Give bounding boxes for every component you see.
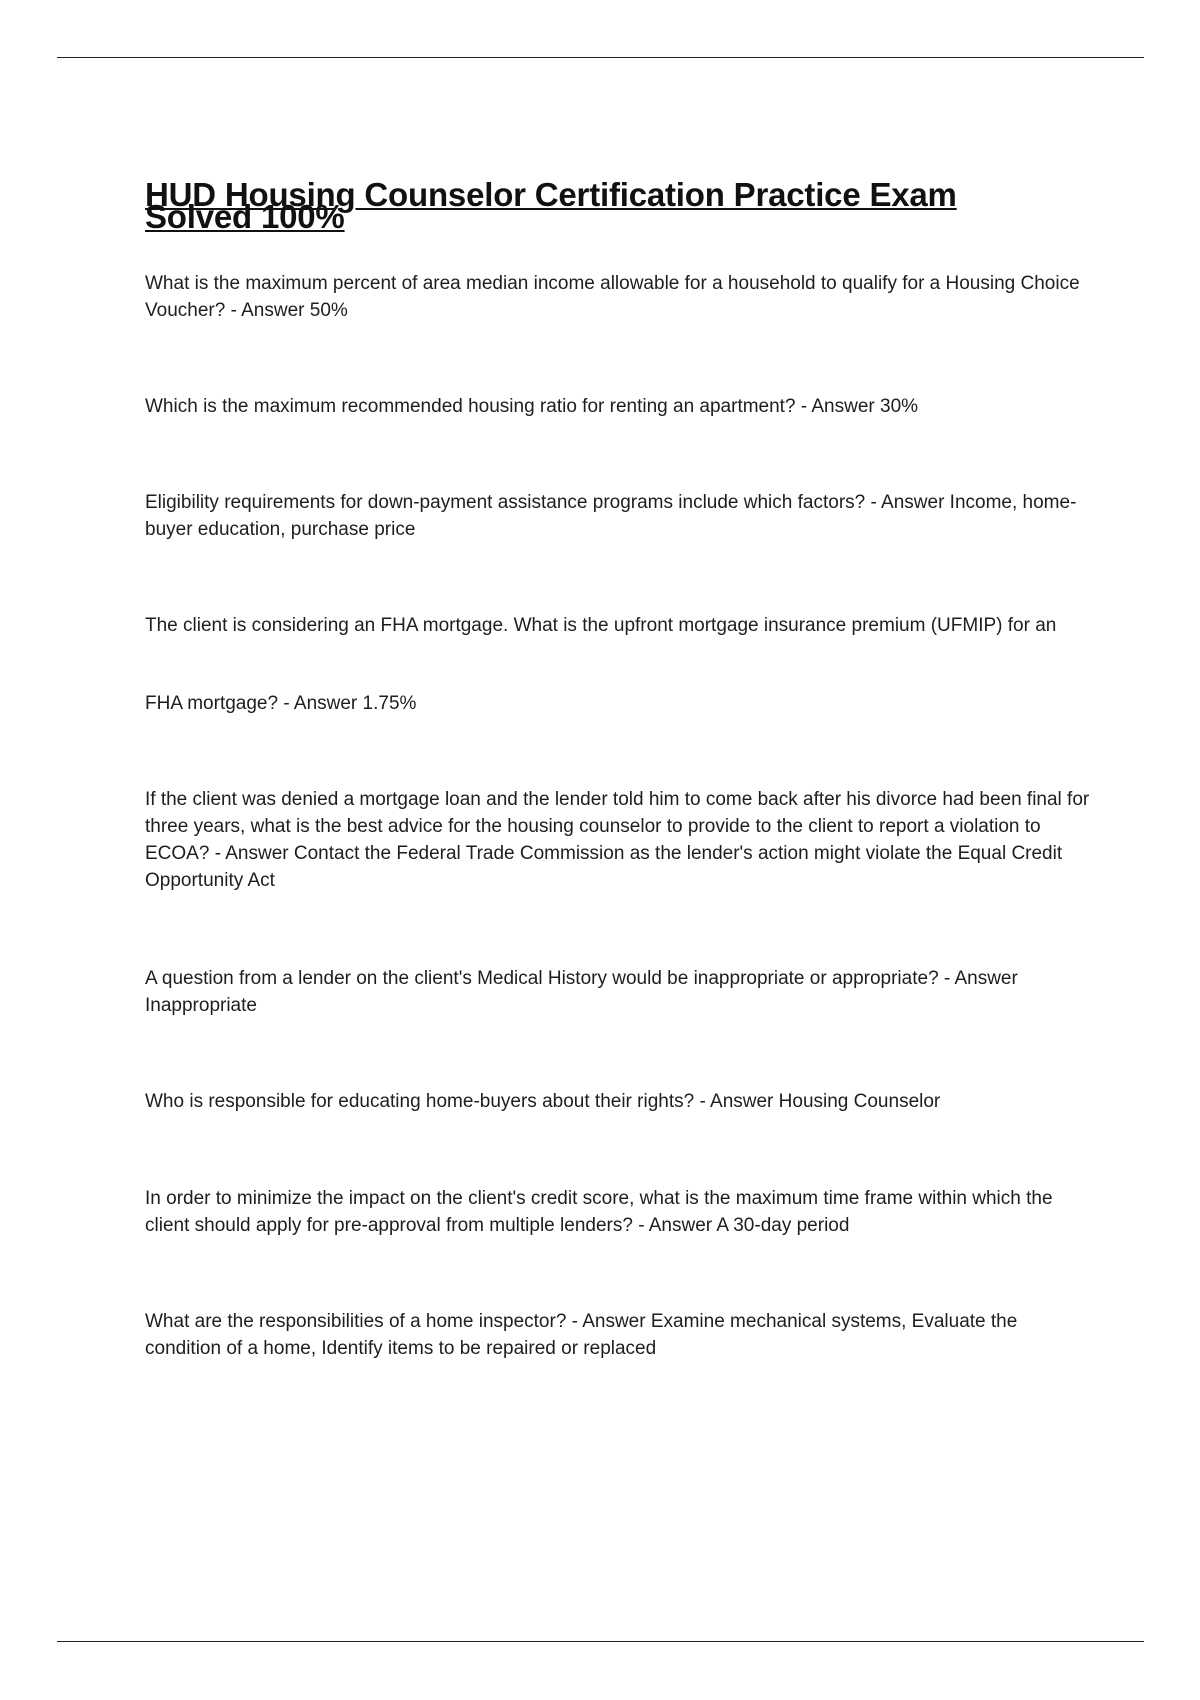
- qa-item: What is the maximum percent of area median income allowable for a household to qualify for a Housing Choice Voucher? - Answer 50%: [145, 273, 1080, 321]
- qa-item: Who is responsible for educating home-buyers about their rights? - Answer Housing Counselor: [145, 1091, 941, 1112]
- qa-item: A question from a lender on the client's Medical History would be inappropriate or appropriate? - Answer Inappropriate: [145, 968, 1018, 1016]
- footer-rule: [57, 1641, 1144, 1642]
- qa-item: FHA mortgage? - Answer 1.75%: [145, 693, 417, 714]
- qa-item: The client is considering an FHA mortgage. What is the upfront mortgage insurance premium (UFMIP) for an: [145, 615, 1057, 636]
- document-title: HUD Housing Counselor Certification Practice Exam Solved 100%: [145, 176, 957, 235]
- qa-item: Which is the maximum recommended housing ratio for renting an apartment? - Answer 30%: [145, 396, 919, 417]
- header-rule: [57, 57, 1144, 58]
- qa-item: What are the responsibilities of a home inspector? - Answer Examine mechanical systems, Evaluate the condition of a home, Identify items to be repaired or replaced: [145, 1311, 1018, 1359]
- qa-item: If the client was denied a mortgage loan and the lender told him to come back after his divorce had been final for three years, what is the best advice for the housing counselor to provide to the client to report a violation to ECOA? - Answer Contact the Federal Trade Commission as the lender's action might violate the Equal Credit Opportunity Act: [145, 789, 1090, 891]
- qa-item: Eligibility requirements for down-payment assistance programs include which factors? - Answer Income, home-buyer education, purchase price: [145, 492, 1077, 540]
- qa-item: In order to minimize the impact on the client's credit score, what is the maximum time frame within which the client should apply for pre-approval from multiple lenders? - Answer A 30-day period: [145, 1188, 1053, 1236]
